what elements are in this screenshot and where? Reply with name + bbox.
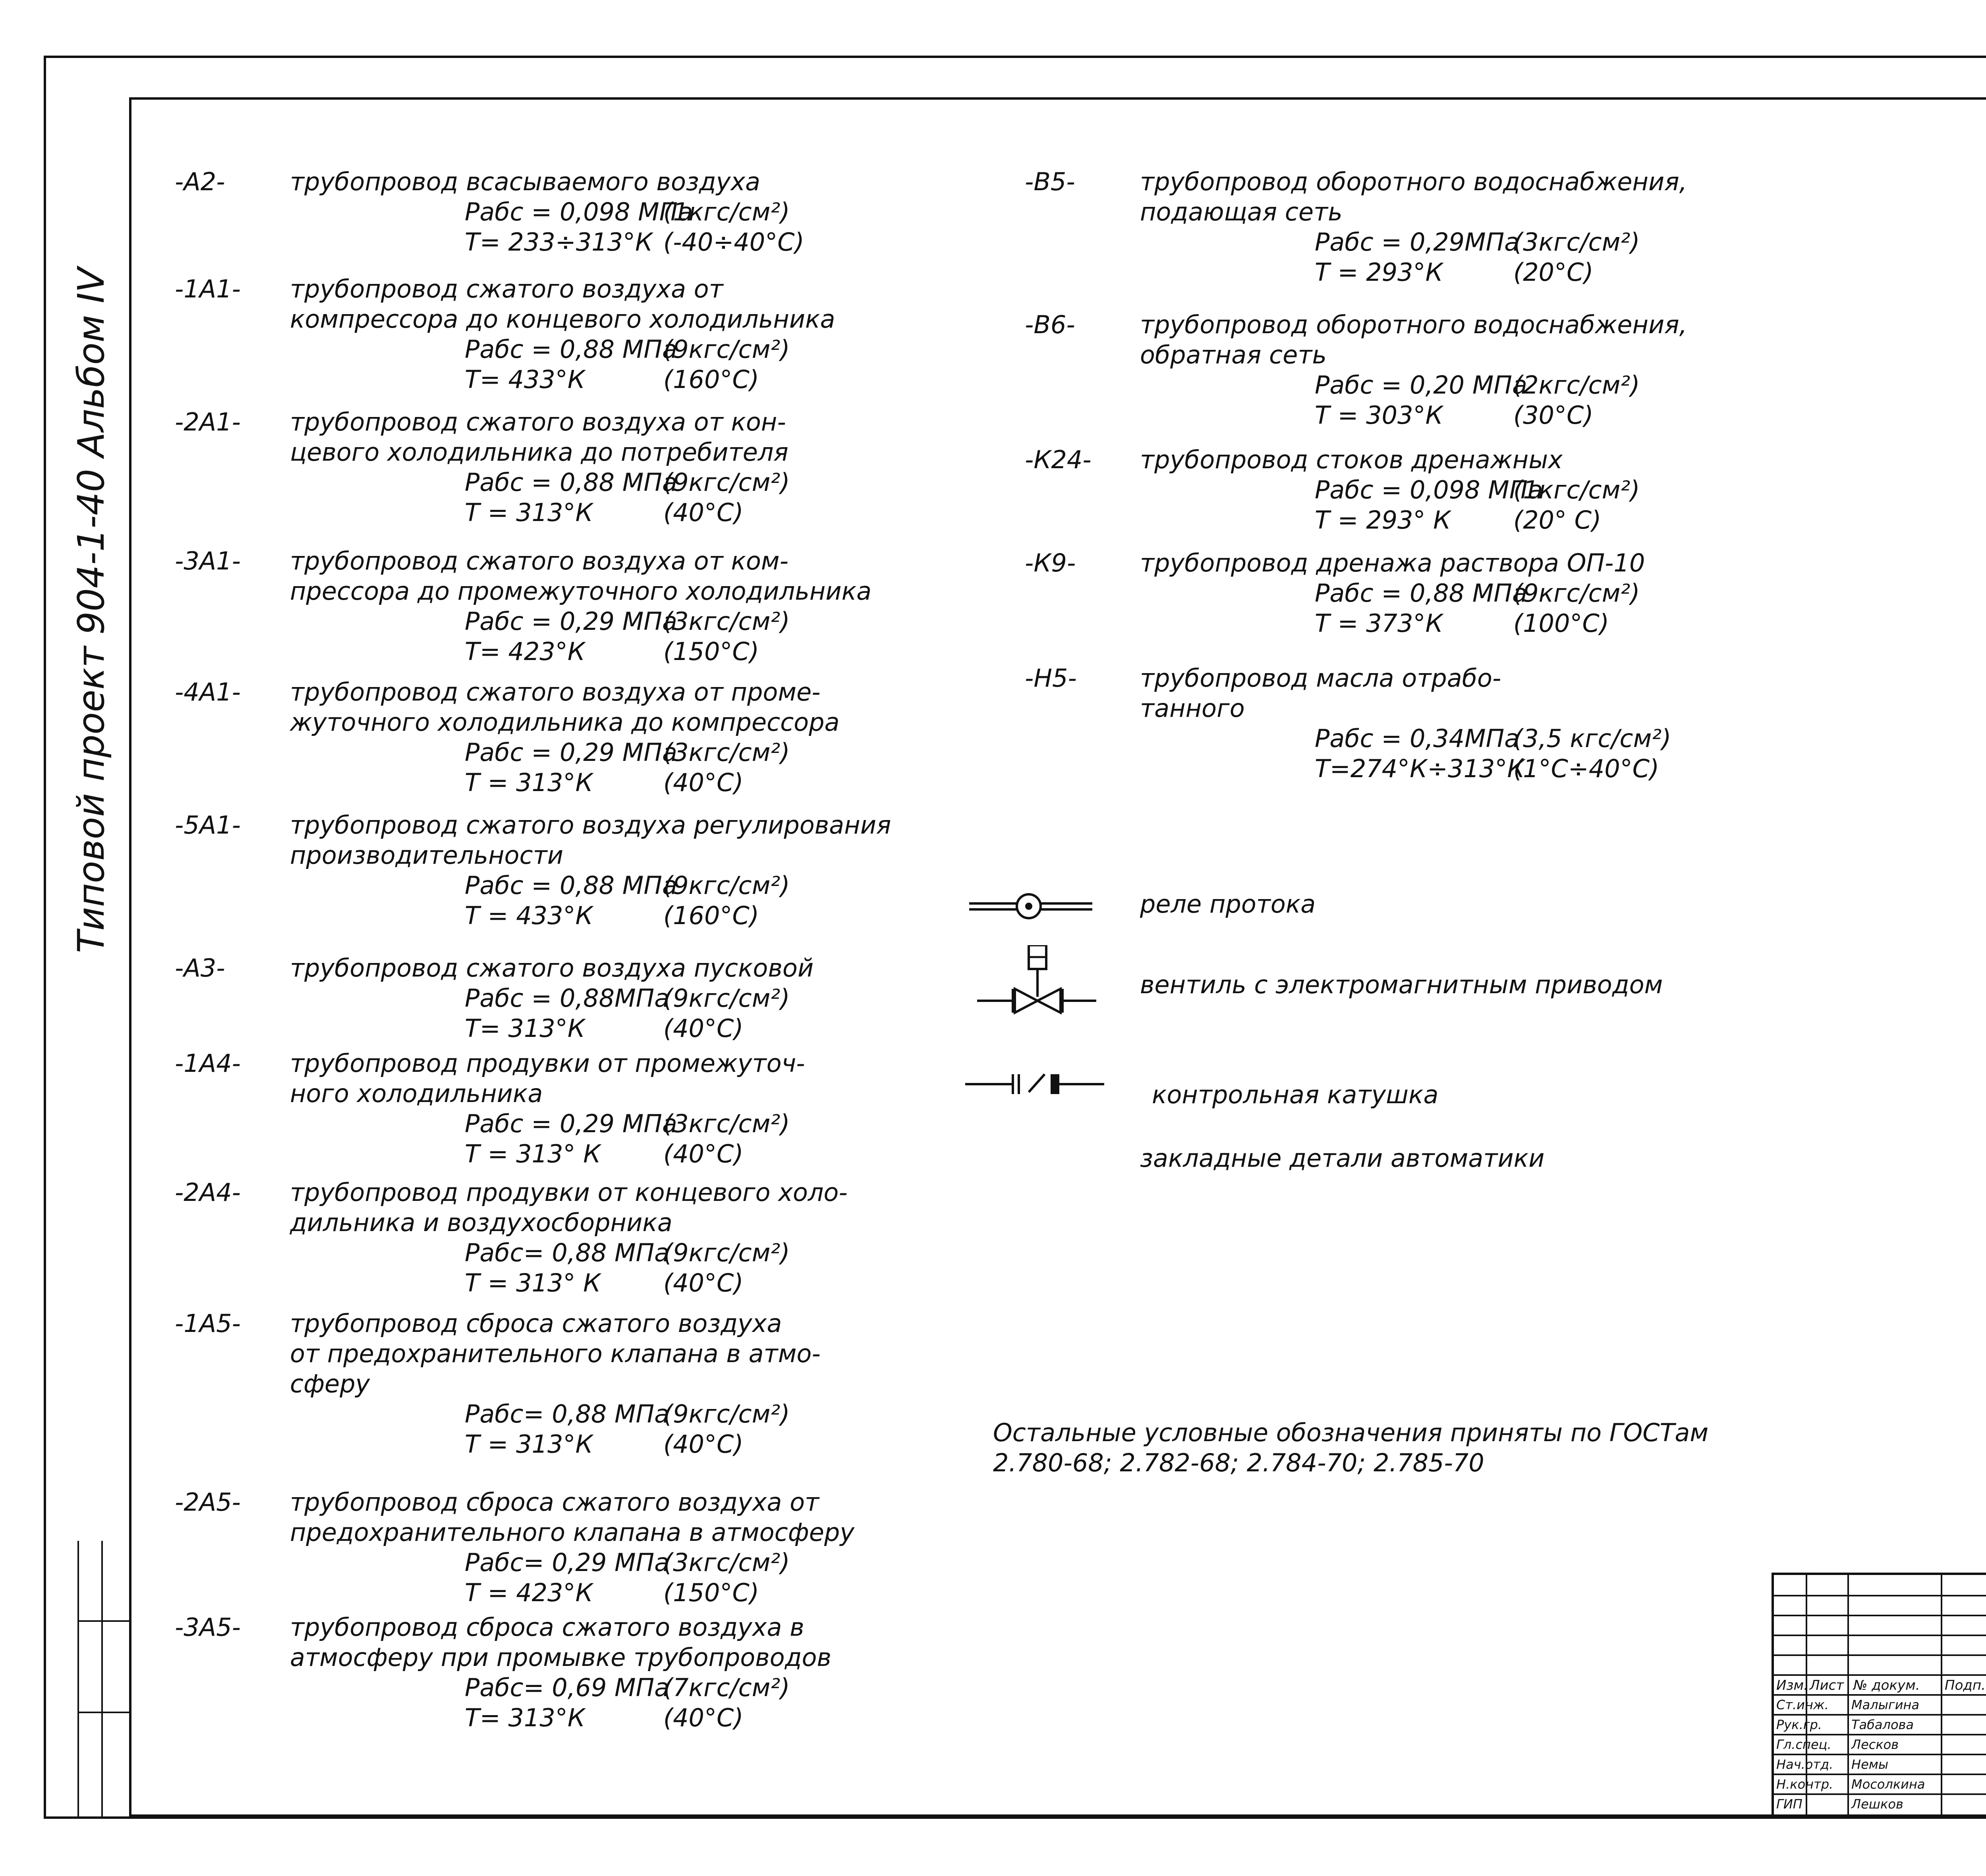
pipeline-code: -В6- [1025,310,1075,339]
pressure-temperature-units [663,334,790,395]
description-line: трубопровод масла отрабо- [1140,664,1501,693]
param-line: Рабс = 0,29 МПа [465,738,677,767]
stamp-row-cell: Табалова [1851,1717,1914,1732]
description-line: предохранительного клапана в атмосферу [290,1518,855,1547]
param-line: Т = 313°К [465,768,593,797]
param-line: Т= 423°К [465,637,585,666]
pipeline-description [290,407,790,527]
description-line: трубопровод сброса сжатого воздуха в [290,1613,804,1642]
description-line: жуточного холодильника до компрессора [290,708,840,737]
gost-note [993,1418,1708,1478]
param-line: (3кгс/см²) [663,607,790,636]
stamp-head-1: Лист [1810,1677,1844,1693]
pressure-temperature-units [663,467,790,528]
param-line: (40°С) [663,498,744,527]
side-stamp-strip [77,1541,129,1819]
param-line: (3кгс/см²) [663,1109,790,1138]
pipeline-code: -В5- [1025,167,1075,196]
description-line: трубопровод сжатого воздуха от проме- [290,677,821,706]
side-title: Типовой проект 904-1-40 Альбом IV [70,267,112,953]
stamp-head-0: Изм. [1776,1677,1808,1693]
param-line: Рабс = 0,29 МПа [465,1109,677,1138]
param-line: Т = 303°К [1315,401,1443,430]
param-line: (1кгс/см²) [663,197,790,226]
side-title-wrap [60,267,123,953]
param-line: (9кгс/см²) [663,468,790,497]
legend-control-spool: контрольная катушка [1152,1080,1439,1109]
param-line: (3кгс/см²) [1513,228,1640,257]
stamp-row-cell: Рук.гр. [1776,1717,1822,1732]
pipeline-description [1140,663,1671,783]
stamp-head-2: № докум. [1853,1677,1920,1693]
legend-solenoid-valve [1140,969,1663,1001]
pipeline-description [1140,548,1645,638]
description-line: трубопровод оборотного водоснабжения, [1140,167,1687,196]
pipeline-description [290,167,804,257]
description-line: трубопровод сжатого воздуха регулирования [290,811,891,840]
stamp-row-cell: ГИП [1776,1797,1802,1812]
param-line: (3,5 кгс/см²) [1513,724,1671,753]
param-line: Рабс = 0,20 МПа [1315,371,1527,400]
pipeline-code: -1А4- [175,1049,241,1078]
param-line: Т = 313° К [465,1139,601,1168]
description-line: атмосферу при промывке трубопроводов [290,1643,832,1672]
description-line: дильника и воздухосборника [290,1208,672,1237]
pipeline-code: -2А5- [175,1488,241,1517]
param-line: Т=274°К÷313°К [1315,754,1525,783]
param-line: (7кгс/см²) [663,1673,790,1702]
param-line: Т = 313°К [465,498,593,527]
stamp-row-cell: Лесков [1851,1737,1899,1752]
param-line: Т= 313°К [465,1014,585,1043]
stamp-row-cell: Гл.спец. [1776,1737,1831,1752]
param-line: Рабс= 0,29 МПа [465,1548,670,1577]
pipeline-description [1140,167,1687,287]
gost-note-line-1: Остальные условные обозначения приняты по ГОСТам [993,1418,1709,1447]
stamp-row-cell: Н.контр. [1776,1777,1833,1792]
pressure-temperature [465,1399,669,1459]
pressure-temperature-units [663,197,804,257]
param-line: (9кгс/см²) [663,871,790,900]
description-line: трубопровод оборотного водоснабжения, [1140,310,1687,339]
pressure-temperature-units [663,1238,790,1298]
description-line: цевого холодильника до потребителя [290,438,788,467]
param-line: Рабс = 0,88МПа [465,984,670,1013]
pressure-temperature-units [663,606,790,667]
pressure-temperature-units [663,983,790,1044]
param-line: Т = 293° К [1315,506,1451,535]
param-line: (100°С) [1513,609,1609,638]
param-line: (20°С) [1513,258,1594,287]
pipeline-code: -5А1- [175,811,241,840]
pressure-temperature [465,1109,677,1169]
param-line: (9кгс/см²) [663,984,790,1013]
param-line: (20° С) [1513,506,1602,535]
pipeline-description [290,1177,848,1297]
param-line: Т = 313° К [465,1268,601,1297]
pipeline-code: -А3- [175,953,225,982]
param-line: Т = 313°К [465,1430,593,1459]
description-line: трубопровод сжатого воздуха пусковой [290,953,814,982]
pressure-temperature-units [663,1399,790,1459]
description-line: танного [1140,694,1245,723]
param-line: (40°С) [663,1014,744,1043]
pressure-temperature-units [663,870,790,931]
description-line: трубопровод сжатого воздуха от ком- [290,546,789,575]
pressure-temperature [465,467,677,528]
pressure-temperature-units [663,1548,790,1608]
param-line: (150°С) [663,1578,759,1607]
pressure-temperature [1315,475,1543,535]
description-line: трубопровод стоков дренажных [1140,445,1563,474]
param-line: (40°С) [663,1703,744,1732]
pipeline-description [290,677,840,797]
pressure-temperature-units [1513,227,1640,288]
stamp-row-cell: Малыгина [1851,1697,1920,1712]
pressure-temperature [465,737,677,798]
param-line: (9кгс/см²) [663,1238,790,1267]
pressure-temperature [465,606,677,667]
param-line: (1°С÷40°С) [1513,754,1660,783]
pipeline-code: -А2- [175,167,225,196]
pipeline-description [290,953,814,1043]
pipeline-description [290,1487,855,1607]
description-line: трубопровод сжатого воздуха от [290,274,723,303]
pressure-temperature [1315,724,1524,784]
param-line: (9кгс/см²) [1513,579,1640,608]
param-line: (-40÷40°С) [663,228,804,257]
pipeline-code: -1А5- [175,1309,241,1338]
pipeline-description [1140,445,1640,535]
stamp-row-cell: Ст.инж. [1776,1697,1829,1712]
description-line: трубопровод всасываемого воздуха [290,167,761,196]
param-line: (1кгс/см²) [1513,475,1640,504]
pressure-temperature-units [1513,578,1640,639]
description-line: подающая сеть [1140,197,1343,226]
pressure-temperature-units [663,1673,790,1733]
param-line: (9кгс/см²) [663,1399,790,1428]
stamp-row-cell: Мосолкина [1851,1777,1925,1792]
param-line: (160°С) [663,901,759,930]
flow-relay-icon [969,878,1096,925]
pipeline-code: -2А4- [175,1178,241,1207]
param-line: (150°С) [663,637,759,666]
param-line: Рабс = 0,88 МПа [465,468,677,497]
param-line: (9кгс/см²) [663,335,790,364]
pipeline-description [290,810,891,930]
pressure-temperature-units [1513,370,1640,430]
pressure-temperature [465,983,669,1044]
pressure-temperature [1315,227,1519,288]
param-line: Рабс = 0,88 МПа [465,335,677,364]
pressure-temperature [465,1238,669,1298]
pressure-temperature [465,1673,669,1733]
description-line: сферу [290,1369,370,1398]
param-line: (30°С) [1513,401,1594,430]
param-line: Т = 433°К [465,901,593,930]
title-block [1772,1573,1986,1817]
pressure-temperature [465,334,677,395]
param-line: (40°С) [663,1268,744,1297]
pipeline-description [290,1612,832,1732]
pipeline-description [290,274,835,394]
param-line: Рабс= 0,88 МПа [465,1399,670,1428]
stamp-row-cell: Немы [1851,1757,1889,1772]
param-line: (40°С) [663,1139,744,1168]
param-line: Рабс = 0,098 МПа [1315,475,1543,504]
pipeline-code: -К24- [1025,445,1092,474]
param-line: Т= 233÷313°К [465,228,653,257]
stamp-row-cell: Нач.отд. [1776,1757,1833,1772]
pipeline-code: -3А1- [175,546,241,575]
pipeline-code: -1А1- [175,274,241,303]
param-line: Рабс = 0,098 МПа [465,197,693,226]
description-line: ного холодильника [290,1079,543,1108]
param-line: Рабс = 0,34МПа [1315,724,1520,753]
param-line: Рабс = 0,88 МПа [1315,579,1527,608]
param-line: (3кгс/см²) [663,1548,790,1577]
param-line: Т= 313°К [465,1703,585,1732]
stamp-row-cell: Лешков [1851,1797,1903,1812]
param-line: Рабс= 0,69 МПа [465,1673,670,1702]
pressure-temperature-units [663,1109,790,1169]
description-line: от предохранительного клапана в атмо- [290,1339,821,1368]
description-line: производительности [290,841,564,870]
stamp-head-3: Подп. [1945,1677,1986,1693]
legend-solenoid-valve-label: вентиль с электромагнитным приводом [1140,970,1663,999]
pressure-temperature-units [1513,724,1671,784]
pressure-temperature [1315,370,1527,430]
pressure-temperature [1315,578,1527,639]
param-line: (40°С) [663,768,744,797]
pressure-temperature [465,1548,669,1608]
param-line: Рабс = 0,29МПа [1315,228,1520,257]
pipeline-code: -Н5- [1025,664,1077,693]
pressure-temperature-units [663,737,790,798]
control-spool-icon [965,1064,1108,1104]
param-line: (3кгс/см²) [663,738,790,767]
param-line: Рабс= 0,88 МПа [465,1238,670,1267]
description-line: компрессора до концевого холодильника [290,305,835,334]
description-line: трубопровод продувки от промежуточ- [290,1049,805,1078]
legend-embedded-parts: закладные детали автоматики [1140,1144,1545,1173]
param-line: Рабс = 0,88 МПа [465,871,677,900]
description-line: трубопровод дренажа раствора ОП-10 [1140,548,1645,577]
param-line: Т= 433°К [465,365,585,394]
gost-note-line-2: 2.780-68; 2.782-68; 2.784-70; 2.785-70 [993,1448,1484,1477]
param-line: (40°С) [663,1430,744,1459]
pipeline-description [290,1048,805,1168]
pipeline-description [290,1309,821,1459]
description-line: трубопровод сброса сжатого воздуха [290,1309,782,1338]
description-line: трубопровод сброса сжатого воздуха от [290,1488,819,1517]
param-line: Рабс = 0,29 МПа [465,607,677,636]
pressure-temperature [465,197,693,257]
legend-flow-relay: реле протока [1140,890,1316,919]
param-line: Т = 293°К [1315,258,1443,287]
param-line: Т = 373°К [1315,609,1443,638]
pipeline-description [290,546,872,666]
pressure-temperature [465,870,677,931]
description-line: обратная сеть [1140,340,1327,369]
solenoid-valve-icon [977,945,1104,1025]
pipeline-code: -К9- [1025,548,1076,577]
pipeline-code: -4А1- [175,677,241,706]
description-line: трубопровод продувки от концевого холо- [290,1178,848,1207]
pipeline-description [1140,310,1687,430]
description-line: прессора до промежуточного холодильника [290,577,872,606]
param-line: (2кгс/см²) [1513,371,1640,400]
pipeline-code: -2А1- [175,407,241,436]
description-line: трубопровод сжатого воздуха от кон- [290,407,786,436]
pipeline-code: -3А5- [175,1613,241,1642]
pressure-temperature-units [1513,475,1640,535]
param-line: Т = 423°К [465,1578,593,1607]
param-line: (160°С) [663,365,759,394]
